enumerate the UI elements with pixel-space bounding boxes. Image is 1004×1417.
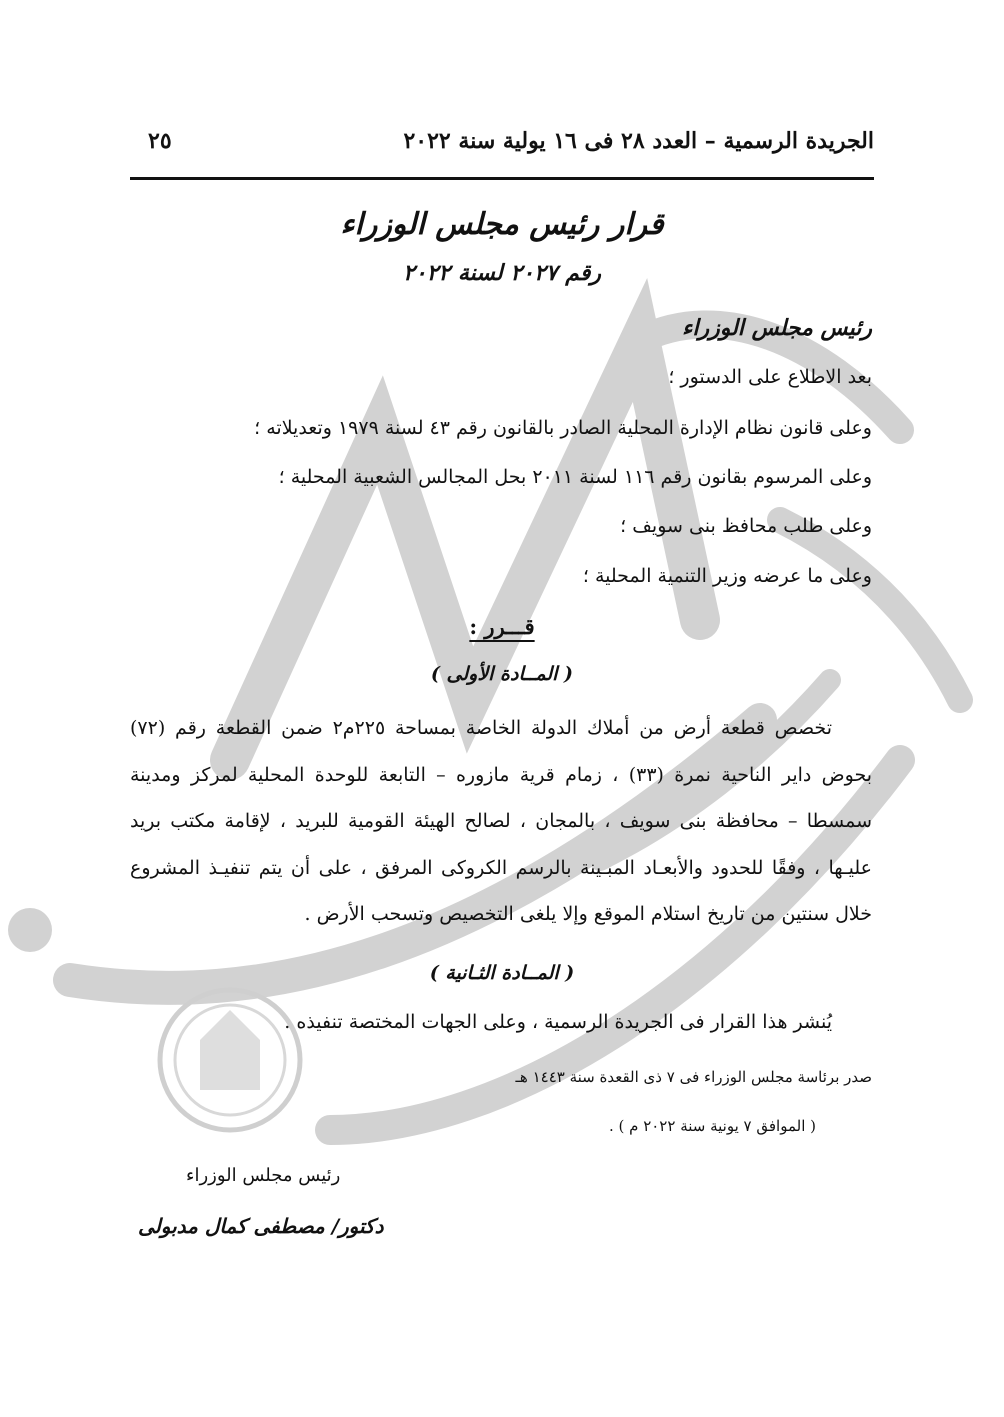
signature-name: دكتور/ مصطفى كمال مدبولى [138,1214,384,1238]
header-rule [130,177,874,180]
issued-date-hijri: صدر برئاسة مجلس الوزراء فى ٧ ذى القعدة سنة ١٤٤٣ هـ [515,1068,872,1086]
preamble-line: وعلى طلب محافظ بنى سويف ؛ [620,515,872,537]
article-one-body: تخصص قطعة أرض من أملاك الدولة الخاصة بمساحة ٢٢٥م٢ ضمن القطعة رقم (٧٢) بحوض داير الناحية نمرة (٣٣) ، زمام قرية مازوره – التابعة للوحدة المحلية لمركز ومدينة سمسطا – محافظة بنى سويف ، بالمجان ، لصالح الهيئة القومية للبريد ، لإقامة مكتب بريد عليـها ، وفقًا للحدود والأبعـاد المبـينة بالرسم الكروكى المرفق ، على أن يتم تنفيـذ المشروع خلال سنتين من تاريخ استلام الموقع وإلا يلغى التخصيص وتسحب الأرض . [130,717,872,925]
preamble-line: وعلى المرسوم بقانون رقم ١١٦ لسنة ٢٠١١ بحل المجالس الشعبية المحلية ؛ [278,466,872,488]
decision-number: رقم ٢٠٢٧ لسنة ٢٠٢٢ [402,260,602,286]
page-header [130,128,874,168]
page-number: ٢٥ [148,128,172,154]
decided-text: قـــرر : [469,614,535,639]
gazette-issue-line: الجريدة الرسمية – العدد ٢٨ فى ١٦ يولية سنة ٢٠٢٢ [403,128,874,154]
preamble-line: بعد الاطلاع على الدستور ؛ [668,366,872,388]
article-two-heading: ( المــادة الثـانية ) [429,962,575,984]
decision-title: قرار رئيس مجلس الوزراء [340,207,664,242]
article-one-heading: ( المــادة الأولى ) [430,663,574,685]
issued-date-gregorian: ( الموافق ٧ يونية سنة ٢٠٢٢ م ) . [608,1117,816,1135]
article-one-text [130,705,872,938]
preamble-line: وعلى ما عرضه وزير التنمية المحلية ؛ [582,565,872,587]
article-two-text: يُنشر هذا القرار فى الجريدة الرسمية ، وعلى الجهات المختصة تنفيذه . [284,1011,832,1033]
preamble-line: وعلى قانون نظام الإدارة المحلية الصادر بالقانون رقم ٤٣ لسنة ١٩٧٩ وتعديلاته ؛ [254,417,872,439]
signature-title: رئيس مجلس الوزراء [186,1165,341,1186]
decided-label [130,614,874,639]
issuer-heading: رئيس مجلس الوزراء [682,315,872,341]
